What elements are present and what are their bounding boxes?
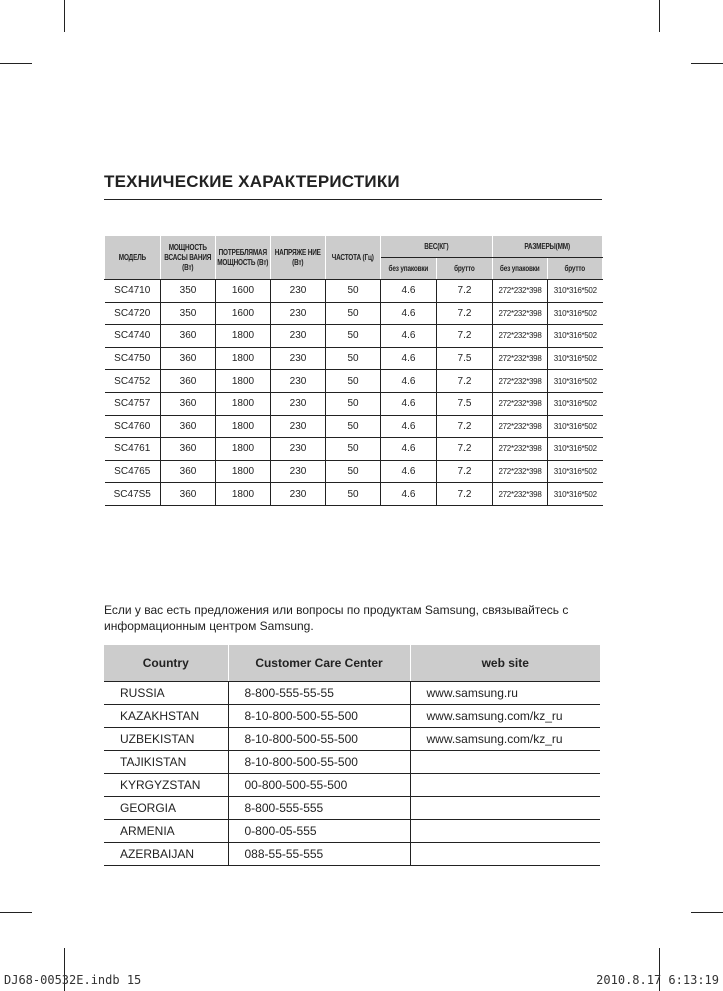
- table-cell: 7.2: [437, 302, 493, 325]
- table-cell: 360: [161, 325, 216, 348]
- footer-file: DJ68-00532E.indb 15: [4, 973, 142, 987]
- table-cell: 8-800-555-555: [228, 797, 410, 820]
- table-cell: SC4740: [105, 325, 161, 348]
- table-row: [104, 797, 600, 820]
- header-dimensions-cell: [493, 236, 603, 258]
- table-cell: 310*316*502: [548, 460, 603, 483]
- table-cell: www.samsung.com/kz_ru: [410, 705, 600, 728]
- table-cell: 230: [271, 347, 326, 370]
- crop-mark: [64, 0, 65, 32]
- table-cell: 310*316*502: [548, 347, 603, 370]
- header-power-consumption-cell: [216, 236, 271, 280]
- table-row: [105, 370, 603, 393]
- crop-mark: [0, 63, 32, 64]
- table-cell: 7.2: [437, 370, 493, 393]
- table-cell: 230: [271, 483, 326, 506]
- page-title: ТЕХНИЧЕСКИЕ ХАРАКТЕРИСТИКИ: [104, 172, 400, 191]
- contact-intro: Если у вас есть предложения или вопросы по продуктам Samsung, связывайтесь с информационным центром Samsung.: [104, 603, 569, 633]
- table-cell: 088-55-55-555: [228, 843, 410, 866]
- table-row: [105, 460, 603, 483]
- table-cell: SC4752: [105, 370, 161, 393]
- table-cell: 1800: [216, 415, 271, 438]
- table-cell: SC47S5: [105, 483, 161, 506]
- table-row: [104, 705, 600, 728]
- table-row: [104, 751, 600, 774]
- table-cell: 7.2: [437, 325, 493, 348]
- table-cell: SC4761: [105, 438, 161, 461]
- table-cell: 8-10-800-500-55-500: [228, 705, 410, 728]
- table-cell: 360: [161, 460, 216, 483]
- table-cell: 1800: [216, 392, 271, 415]
- table-cell: SC4765: [105, 460, 161, 483]
- table-cell: KYRGYZSTAN: [104, 774, 228, 797]
- table-cell: 230: [271, 370, 326, 393]
- table-cell: 7.2: [437, 280, 493, 303]
- table-row: [105, 392, 603, 415]
- header-frequency-cell: [326, 236, 381, 280]
- table-row: [104, 820, 600, 843]
- table-cell: 310*316*502: [548, 280, 603, 303]
- table-cell: 310*316*502: [548, 438, 603, 461]
- header-frequency: ЧАСТОТА (Гц): [332, 252, 374, 262]
- table-cell: 7.5: [437, 392, 493, 415]
- table-row: [104, 774, 600, 797]
- table-cell: 4.6: [381, 302, 437, 325]
- table-cell: 50: [326, 392, 381, 415]
- table-cell: 360: [161, 438, 216, 461]
- table-cell: 4.6: [381, 460, 437, 483]
- table-cell: 4.6: [381, 280, 437, 303]
- table-cell: 230: [271, 302, 326, 325]
- table-cell: 310*316*502: [548, 392, 603, 415]
- header-care-center: Customer Care Center: [228, 645, 410, 682]
- table-cell: TAJIKISTAN: [104, 751, 228, 774]
- table-cell: 4.6: [381, 392, 437, 415]
- table-row: [105, 325, 603, 348]
- spec-table: [104, 235, 603, 506]
- table-cell: SC4750: [105, 347, 161, 370]
- crop-mark: [659, 0, 660, 32]
- header-weight-net-cell: [381, 258, 437, 280]
- table-cell: [410, 843, 600, 866]
- crop-mark: [691, 912, 723, 913]
- table-cell: [410, 820, 600, 843]
- table-cell: 272*232*398: [493, 483, 548, 506]
- table-row: [105, 438, 603, 461]
- contact-table: [104, 645, 600, 866]
- table-row: [105, 280, 603, 303]
- table-cell: 272*232*398: [493, 415, 548, 438]
- table-cell: GEORGIA: [104, 797, 228, 820]
- table-cell: 4.6: [381, 325, 437, 348]
- table-cell: 8-10-800-500-55-500: [228, 728, 410, 751]
- table-cell: 230: [271, 325, 326, 348]
- table-cell: 272*232*398: [493, 325, 548, 348]
- table-cell: 1800: [216, 438, 271, 461]
- table-cell: 4.6: [381, 483, 437, 506]
- table-cell: 4.6: [381, 415, 437, 438]
- table-cell: www.samsung.com/kz_ru: [410, 728, 600, 751]
- title-rule: [104, 199, 602, 200]
- table-cell: 360: [161, 392, 216, 415]
- table-row: [105, 347, 603, 370]
- header-voltage-cell: [271, 236, 326, 280]
- table-cell: 00-800-500-55-500: [228, 774, 410, 797]
- table-cell: SC4710: [105, 280, 161, 303]
- header-weight-cell: [381, 236, 493, 258]
- header-dim-net-cell: [493, 258, 548, 280]
- table-cell: UZBEKISTAN: [104, 728, 228, 751]
- table-cell: 7.5: [437, 347, 493, 370]
- table-cell: 50: [326, 280, 381, 303]
- table-cell: 310*316*502: [548, 302, 603, 325]
- table-cell: 272*232*398: [493, 392, 548, 415]
- table-cell: 360: [161, 415, 216, 438]
- table-cell: 350: [161, 302, 216, 325]
- header-weight-gross-cell: [437, 258, 493, 280]
- table-cell: 230: [271, 415, 326, 438]
- table-cell: 50: [326, 460, 381, 483]
- table-cell: AZERBAIJAN: [104, 843, 228, 866]
- table-cell: 7.2: [437, 483, 493, 506]
- header-dim-net: без упаковки: [500, 263, 540, 273]
- table-cell: 272*232*398: [493, 347, 548, 370]
- table-cell: 50: [326, 325, 381, 348]
- table-cell: 360: [161, 483, 216, 506]
- table-cell: 272*232*398: [493, 280, 548, 303]
- table-cell: SC4760: [105, 415, 161, 438]
- table-cell: www.samsung.ru: [410, 682, 600, 705]
- table-cell: 230: [271, 392, 326, 415]
- header-dim-gross-cell: [548, 258, 603, 280]
- header-dimensions: РАЗМЕРЫ(ММ): [524, 241, 571, 251]
- header-website: web site: [410, 645, 600, 682]
- table-cell: [410, 751, 600, 774]
- table-cell: 50: [326, 438, 381, 461]
- table-cell: 7.2: [437, 460, 493, 483]
- table-cell: SC4757: [105, 392, 161, 415]
- header-suction-power-cell: [161, 236, 216, 280]
- table-cell: 310*316*502: [548, 415, 603, 438]
- header-weight-gross: брутто: [454, 263, 475, 273]
- table-cell: 4.6: [381, 438, 437, 461]
- crop-mark: [691, 63, 723, 64]
- table-cell: 50: [326, 347, 381, 370]
- table-cell: 310*316*502: [548, 370, 603, 393]
- table-cell: 310*316*502: [548, 325, 603, 348]
- table-cell: ARMENIA: [104, 820, 228, 843]
- header-country: Country: [104, 645, 228, 682]
- table-cell: 230: [271, 460, 326, 483]
- table-cell: 1800: [216, 460, 271, 483]
- table-cell: KAZAKHSTAN: [104, 705, 228, 728]
- table-cell: [410, 797, 600, 820]
- table-cell: 7.2: [437, 438, 493, 461]
- header-model: МОДЕЛЬ: [118, 252, 147, 262]
- table-cell: 272*232*398: [493, 460, 548, 483]
- table-cell: [410, 774, 600, 797]
- table-cell: 50: [326, 302, 381, 325]
- table-cell: SC4720: [105, 302, 161, 325]
- crop-mark: [0, 912, 32, 913]
- table-cell: 360: [161, 347, 216, 370]
- table-cell: 230: [271, 438, 326, 461]
- table-cell: 1800: [216, 347, 271, 370]
- table-cell: 1800: [216, 325, 271, 348]
- header-power-consumption: ПОТРЕБЛЯМАЯ МОЩНОСТЬ (Вт): [217, 247, 269, 267]
- table-row: [105, 302, 603, 325]
- header-model-cell: [105, 236, 161, 280]
- table-cell: 1800: [216, 483, 271, 506]
- table-cell: 272*232*398: [493, 438, 548, 461]
- table-cell: 360: [161, 370, 216, 393]
- table-cell: 272*232*398: [493, 302, 548, 325]
- table-cell: 1600: [216, 302, 271, 325]
- table-cell: 50: [326, 483, 381, 506]
- table-cell: 0-800-05-555: [228, 820, 410, 843]
- table-cell: 230: [271, 280, 326, 303]
- header-dim-gross: брутто: [564, 263, 586, 273]
- table-cell: 50: [326, 415, 381, 438]
- table-cell: 4.6: [381, 370, 437, 393]
- table-cell: 310*316*502: [548, 483, 603, 506]
- table-row: [104, 843, 600, 866]
- table-cell: 1600: [216, 280, 271, 303]
- table-cell: 50: [326, 370, 381, 393]
- table-cell: 7.2: [437, 415, 493, 438]
- table-cell: RUSSIA: [104, 682, 228, 705]
- table-cell: 272*232*398: [493, 370, 548, 393]
- header-weight: ВЕС(КГ): [424, 241, 449, 251]
- header-weight-net: без упаковки: [388, 263, 429, 273]
- table-cell: 8-10-800-500-55-500: [228, 751, 410, 774]
- table-cell: 4.6: [381, 347, 437, 370]
- footer-timestamp: 2010.8.17 6:13:19: [596, 973, 719, 987]
- table-row: [105, 483, 603, 506]
- table-row: [104, 682, 600, 705]
- table-row: [104, 728, 600, 751]
- header-voltage: НАПРЯЖЕ НИЕ (Вт): [274, 247, 322, 267]
- table-cell: 350: [161, 280, 216, 303]
- table-cell: 8-800-555-55-55: [228, 682, 410, 705]
- table-cell: 1800: [216, 370, 271, 393]
- table-row: [105, 415, 603, 438]
- header-suction-power: МОЩНОСТЬ ВСАСЫ ВАНИЯ (Вт): [164, 242, 212, 272]
